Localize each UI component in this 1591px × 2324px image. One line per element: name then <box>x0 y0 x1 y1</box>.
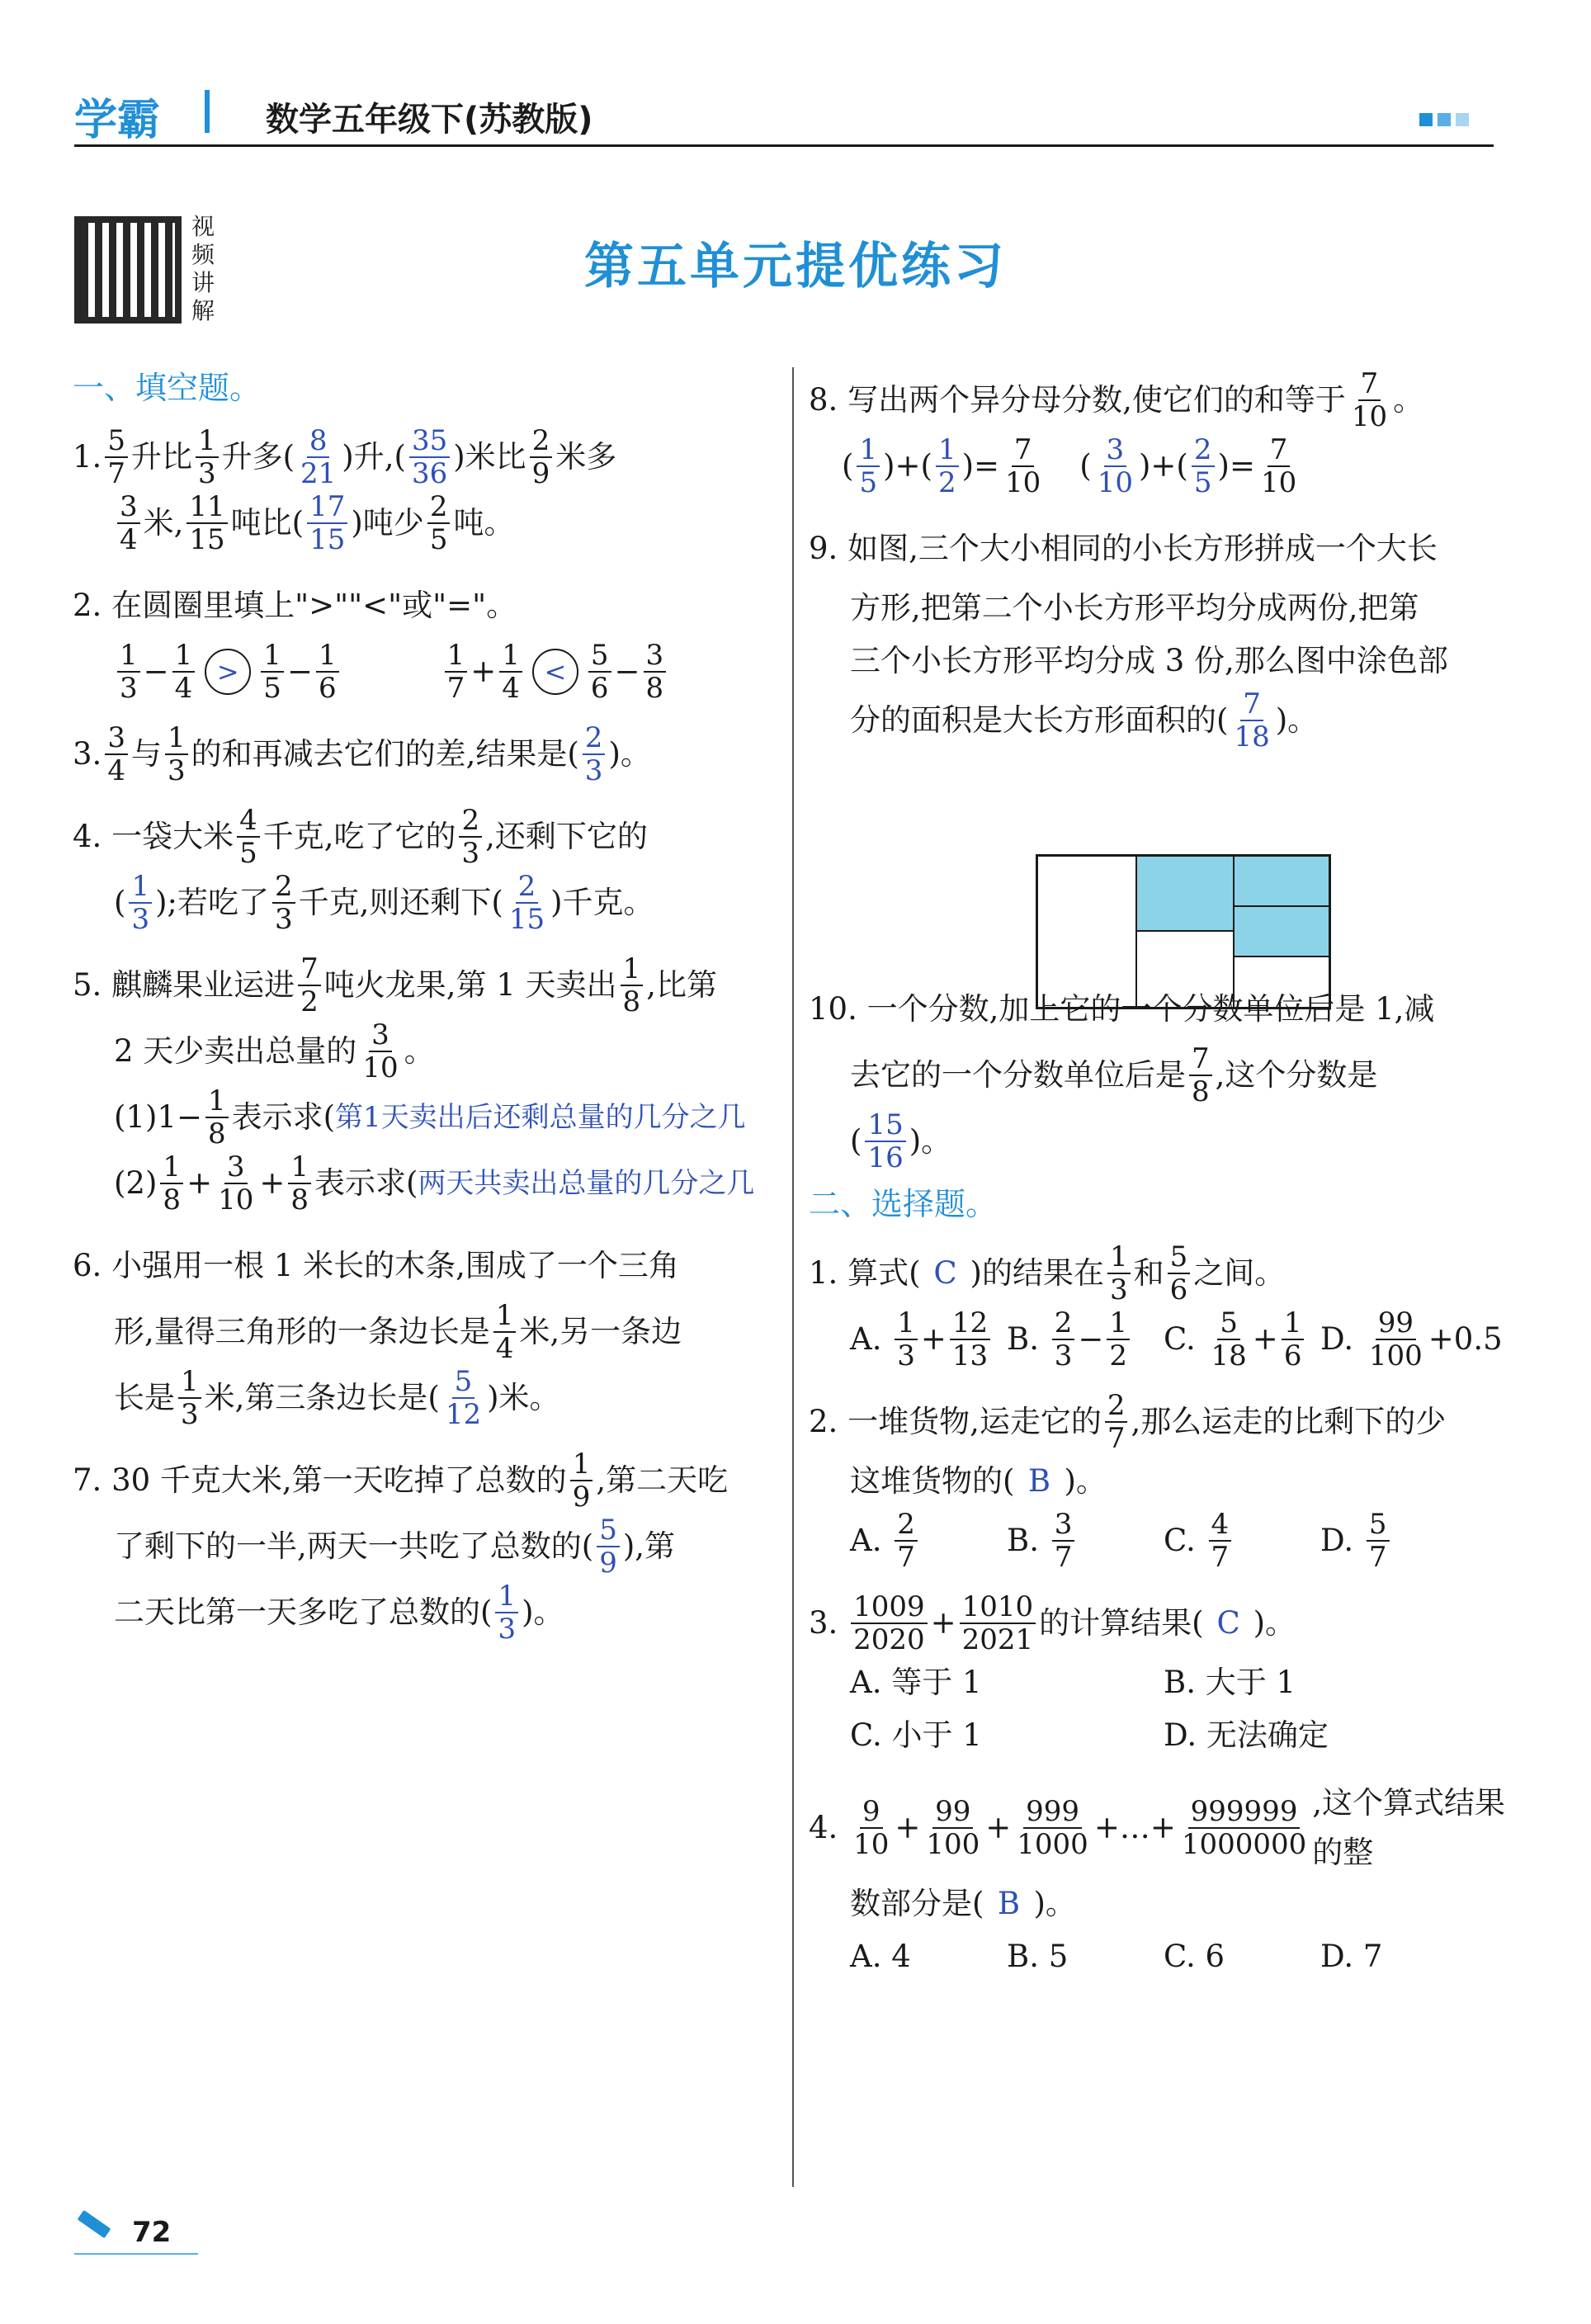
fraction: $\frac{1}{3}$ <box>178 1366 201 1430</box>
answer-blank[interactable]: $\frac{2}{5}$ <box>1192 434 1215 498</box>
fraction: $\frac{1}{9}$ <box>570 1448 593 1513</box>
answer-blank[interactable]: C <box>933 1255 957 1291</box>
fraction: $\frac{1}{6}$ <box>316 640 339 704</box>
fraction: $\frac{3}{10}$ <box>218 1150 254 1216</box>
fraction: $\frac{1}{3}$ <box>117 640 140 704</box>
fraction: $\frac{1}{4}$ <box>172 640 196 704</box>
fraction: $\frac{2}{3}$ <box>1052 1307 1075 1372</box>
brand-logo: 学霸 <box>74 96 161 145</box>
fraction: $\frac{2}{7}$ <box>1105 1390 1128 1454</box>
section-choice-heading: 二、选择题。 <box>809 1186 998 1222</box>
fraction: $\frac{999}{1000}$ <box>1017 1795 1088 1861</box>
fraction: $\frac{1}{3}$ <box>165 722 188 786</box>
choice-4: 4. $\frac{9}{10}$ + $\frac{99}{100}$ + $\frac{999}{1000}$ + … + $\frac{999999}{1000000}$ ,这个算式结果的整 数部分是( B )。 A. 4 B. 5 C. 6 D. 7 <box>809 1785 1506 1974</box>
answer-blank[interactable]: 第1天卖出后还剩总量的几分之几 <box>335 1101 746 1134</box>
fraction: $\frac{3}{8}$ <box>644 640 667 704</box>
fraction: $\frac{5}{6}$ <box>588 640 611 704</box>
answer-blank[interactable]: $\frac{2}{3}$ <box>583 722 606 786</box>
choice-1: 1. 算式( C )的结果在 $\frac{1}{3}$ 和 $\frac{5}{6}$ 之间。 A. $\frac{1}{3}$ + $\frac{12}{13}$ B. $\frac{2}{3}$ − $\frac{1}{2}$ C. $\frac{5}{18}$ + $\frac{1}{6}$ D. $\frac{99}{100}$ +0.5 <box>809 1240 1503 1372</box>
fraction: $\frac{3}{4}$ <box>117 491 140 555</box>
compare-circle[interactable]: > <box>205 649 251 695</box>
fraction: $\frac{1}{4}$ <box>499 640 522 704</box>
fraction: $\frac{1010}{2021}$ <box>960 1591 1036 1656</box>
fraction: $\frac{4}{5}$ <box>237 805 260 869</box>
question-8: 8. 写出两个异分母分数,使它们的和等于 $\frac{7}{10}$ 。 ( $\frac{1}{5}$ )+( $\frac{1}{2}$ )= $\frac{7}{10}$ ( $\frac{3}{10}$ )+( $\frac{2}{5}$ )= $\frac{7}{10}$ <box>809 367 1424 499</box>
book-title: 数学五年级下(苏教版) <box>266 101 593 139</box>
answer-blank[interactable]: $\frac{3}{10}$ <box>1097 433 1133 499</box>
fraction: $\frac{1}{8}$ <box>205 1085 229 1150</box>
question-1: 1. $\frac{5}{7}$ 升比 $\frac{1}{3}$ 升多( $\frac{8}{21}$ )升,( $\frac{35}{36}$ )米比 $\frac{2}{9}$ 米多 $\frac{3}{4}$ 米, $\frac{11}{15}$ 吨比( $\frac{17}{15}$ )吨少 $\frac{2}{5}$ 吨。 <box>73 424 617 556</box>
fraction: $\frac{7}{10}$ <box>1351 367 1388 433</box>
answer-blank[interactable]: 两天共卖出总量的几分之几 <box>418 1167 755 1200</box>
fraction: $\frac{1}{4}$ <box>493 1300 517 1364</box>
fraction: $\frac{1}{8}$ <box>160 1151 183 1216</box>
question-6: 6. 小强用一根 1 米长的木条,围成了一个三角 形,量得三角形的一条边长是 $\frac{1}{4}$ 米,另一条边 长是 $\frac{1}{3}$ 米,第三条边长是( $\frac{5}{12}$ )米。 <box>73 1248 682 1431</box>
column-divider <box>792 367 794 2187</box>
fraction: $\frac{1}{6}$ <box>1282 1307 1305 1372</box>
fraction: $\frac{1009}{2020}$ <box>851 1591 928 1656</box>
fraction: $\frac{2}{3}$ <box>272 871 295 935</box>
right-column <box>809 367 1518 2000</box>
question-4: 4. 一袋大米 $\frac{4}{5}$ 千克,吃了它的 $\frac{2}{3}$ ,还剩下它的 ( $\frac{1}{3}$ );若吃了 $\frac{2}{3}$ 千克,则还剩下( $\frac{2}{15}$ )千克。 <box>73 804 654 936</box>
fraction: $\frac{1}{7}$ <box>445 640 468 704</box>
question-5: 5. 麒麟果业运进 $\frac{7}{2}$ 吨火龙果,第 1 天卖出 $\frac{1}{8}$ ,比第 2 天少卖出总量的 $\frac{3}{10}$ 。 (1)1− $\frac{1}{8}$ 表示求( 第1天卖出后还剩总量的几分之几 (2) $\frac{1}{8}$ + $\frac{3}{10}$ + $\frac{1}{8}$ 表示求( 两天共卖出总量的几分之几 <box>73 952 755 1216</box>
answer-blank[interactable]: $\frac{1}{5}$ <box>857 434 880 498</box>
fraction: $\frac{7}{2}$ <box>298 953 321 1018</box>
footer-line <box>74 2253 198 2255</box>
answer-blank[interactable]: B <box>1027 1463 1051 1499</box>
fraction: $\frac{9}{10}$ <box>853 1795 890 1861</box>
page-number: 72 <box>132 2216 172 2249</box>
fraction: $\frac{7}{8}$ <box>1189 1043 1212 1108</box>
fraction: $\frac{5}{7}$ <box>105 425 128 489</box>
fraction: $\frac{5}{7}$ <box>1367 1509 1390 1573</box>
fraction: $\frac{12}{13}$ <box>950 1307 990 1372</box>
answer-blank[interactable]: $\frac{15}{16}$ <box>865 1109 905 1174</box>
fraction: $\frac{2}{3}$ <box>459 805 482 869</box>
fraction: $\frac{7}{10}$ <box>1005 433 1041 499</box>
fraction: $\frac{3}{7}$ <box>1052 1509 1075 1573</box>
answer-blank[interactable]: $\frac{1}{3}$ <box>129 871 152 935</box>
fraction: $\frac{5}{18}$ <box>1211 1306 1247 1372</box>
answer-blank[interactable]: $\frac{7}{18}$ <box>1234 687 1270 753</box>
answer-blank[interactable]: $\frac{35}{36}$ <box>409 425 450 489</box>
header-squares <box>1419 113 1469 126</box>
fraction: $\frac{1}{8}$ <box>621 953 644 1018</box>
answer-blank[interactable]: B <box>997 1886 1021 1921</box>
left-column <box>73 363 782 1662</box>
fraction: $\frac{3}{4}$ <box>105 722 128 786</box>
fraction: $\frac{2}{7}$ <box>895 1509 918 1573</box>
fraction: $\frac{1}{3}$ <box>1107 1241 1131 1306</box>
question-9: 9. 如图,三个大小相同的小长方形拼成一个大长 方形,把第二个小长方形平均分成两份,把第 三个小长方形平均分成 3 份,那么图中涂色部 分的面积是大长方形面积的 ( $\frac{7}{18}$ ) 。 <box>809 531 1448 753</box>
fraction: $\frac{7}{10}$ <box>1260 433 1297 499</box>
choice-3: 3. $\frac{1009}{2020}$ + $\frac{1010}{2021}$ 的计算结果( C )。 A. 等于 1 B. 大于 1 C. 小于 1 D. 无法确定 <box>809 1590 1329 1753</box>
fraction: $\frac{1}{8}$ <box>288 1151 311 1216</box>
fraction: $\frac{5}{6}$ <box>1168 1241 1191 1306</box>
fraction: $\frac{1}{3}$ <box>895 1307 918 1372</box>
answer-blank[interactable]: $\frac{17}{15}$ <box>307 491 347 555</box>
choice-2: 2. 一堆货物,运走它的 $\frac{2}{7}$ ,那么运走的比剩下的少 这堆货物的( B )。 A. $\frac{2}{7}$ B. $\frac{3}{7}$ C. $\frac{4}{7}$ D. $\frac{5}{7}$ <box>809 1389 1447 1574</box>
question-7: 7. 30 千克大米,第一天吃掉了总数的 $\frac{1}{9}$ ,第二天吃 了剩下的一半,两天一共吃了总数的 ( $\frac{5}{9}$ ) ,第 二天比第一天多吃了总数的 ( $\frac{1}{3}$ ) 。 <box>73 1448 729 1646</box>
fraction: $\frac{1}{5}$ <box>261 640 284 704</box>
section-fill-heading: 一、填空题。 <box>73 370 262 406</box>
answer-blank[interactable]: $\frac{5}{12}$ <box>445 1365 482 1431</box>
fraction: $\frac{4}{7}$ <box>1209 1509 1232 1573</box>
rectangle-figure <box>1036 854 1331 1009</box>
fraction: $\frac{2}{9}$ <box>530 425 553 489</box>
answer-blank[interactable]: C <box>1216 1605 1240 1641</box>
question-2: 2. 在圆圈里填上">""<"或"="。 $\frac{1}{3}$ − $\frac{1}{4}$ > $\frac{1}{5}$ − $\frac{1}{6}$ $\frac{1}{7}$ + $\frac{1}{4}$ < $\frac{5}{6}$ − $\frac{3}{8}$ <box>73 573 782 705</box>
fraction: $\frac{1}{2}$ <box>1107 1307 1130 1372</box>
fraction: $\frac{2}{5}$ <box>427 491 451 555</box>
fraction: $\frac{99}{100}$ <box>1368 1306 1423 1372</box>
compare-circle[interactable]: < <box>532 649 578 695</box>
fraction: $\frac{999999}{1000000}$ <box>1181 1795 1307 1861</box>
fraction: $\frac{1}{3}$ <box>196 425 219 489</box>
qr-label: 视频讲解 <box>191 213 215 324</box>
answer-blank[interactable]: $\frac{1}{3}$ <box>495 1580 518 1645</box>
question-3: 3. $\frac{3}{4}$ 与 $\frac{1}{3}$ 的和再减去它们的差,结果是( $\frac{2}{3}$ )。 <box>73 721 651 787</box>
answer-blank[interactable]: $\frac{5}{9}$ <box>597 1514 620 1579</box>
page-header <box>74 78 1494 147</box>
pencil-icon <box>78 2210 111 2238</box>
logo-divider <box>205 90 210 133</box>
answer-blank[interactable]: $\frac{1}{2}$ <box>936 434 959 498</box>
fraction: $\frac{3}{10}$ <box>362 1018 399 1084</box>
page-title: 第五单元提优练习 <box>584 238 1007 295</box>
fraction: $\frac{99}{100}$ <box>926 1795 980 1861</box>
question-10: 10. 一个分数,加上它的一个分数单位后是 1,减 去它的一个分数单位后是 $\frac{7}{8}$ ,这个分数是 ( $\frac{15}{16}$ )。 <box>809 991 1435 1174</box>
answer-blank[interactable]: $\frac{8}{21}$ <box>300 424 337 490</box>
answer-blank[interactable]: $\frac{2}{15}$ <box>508 870 545 936</box>
fraction: $\frac{11}{15}$ <box>186 491 227 555</box>
